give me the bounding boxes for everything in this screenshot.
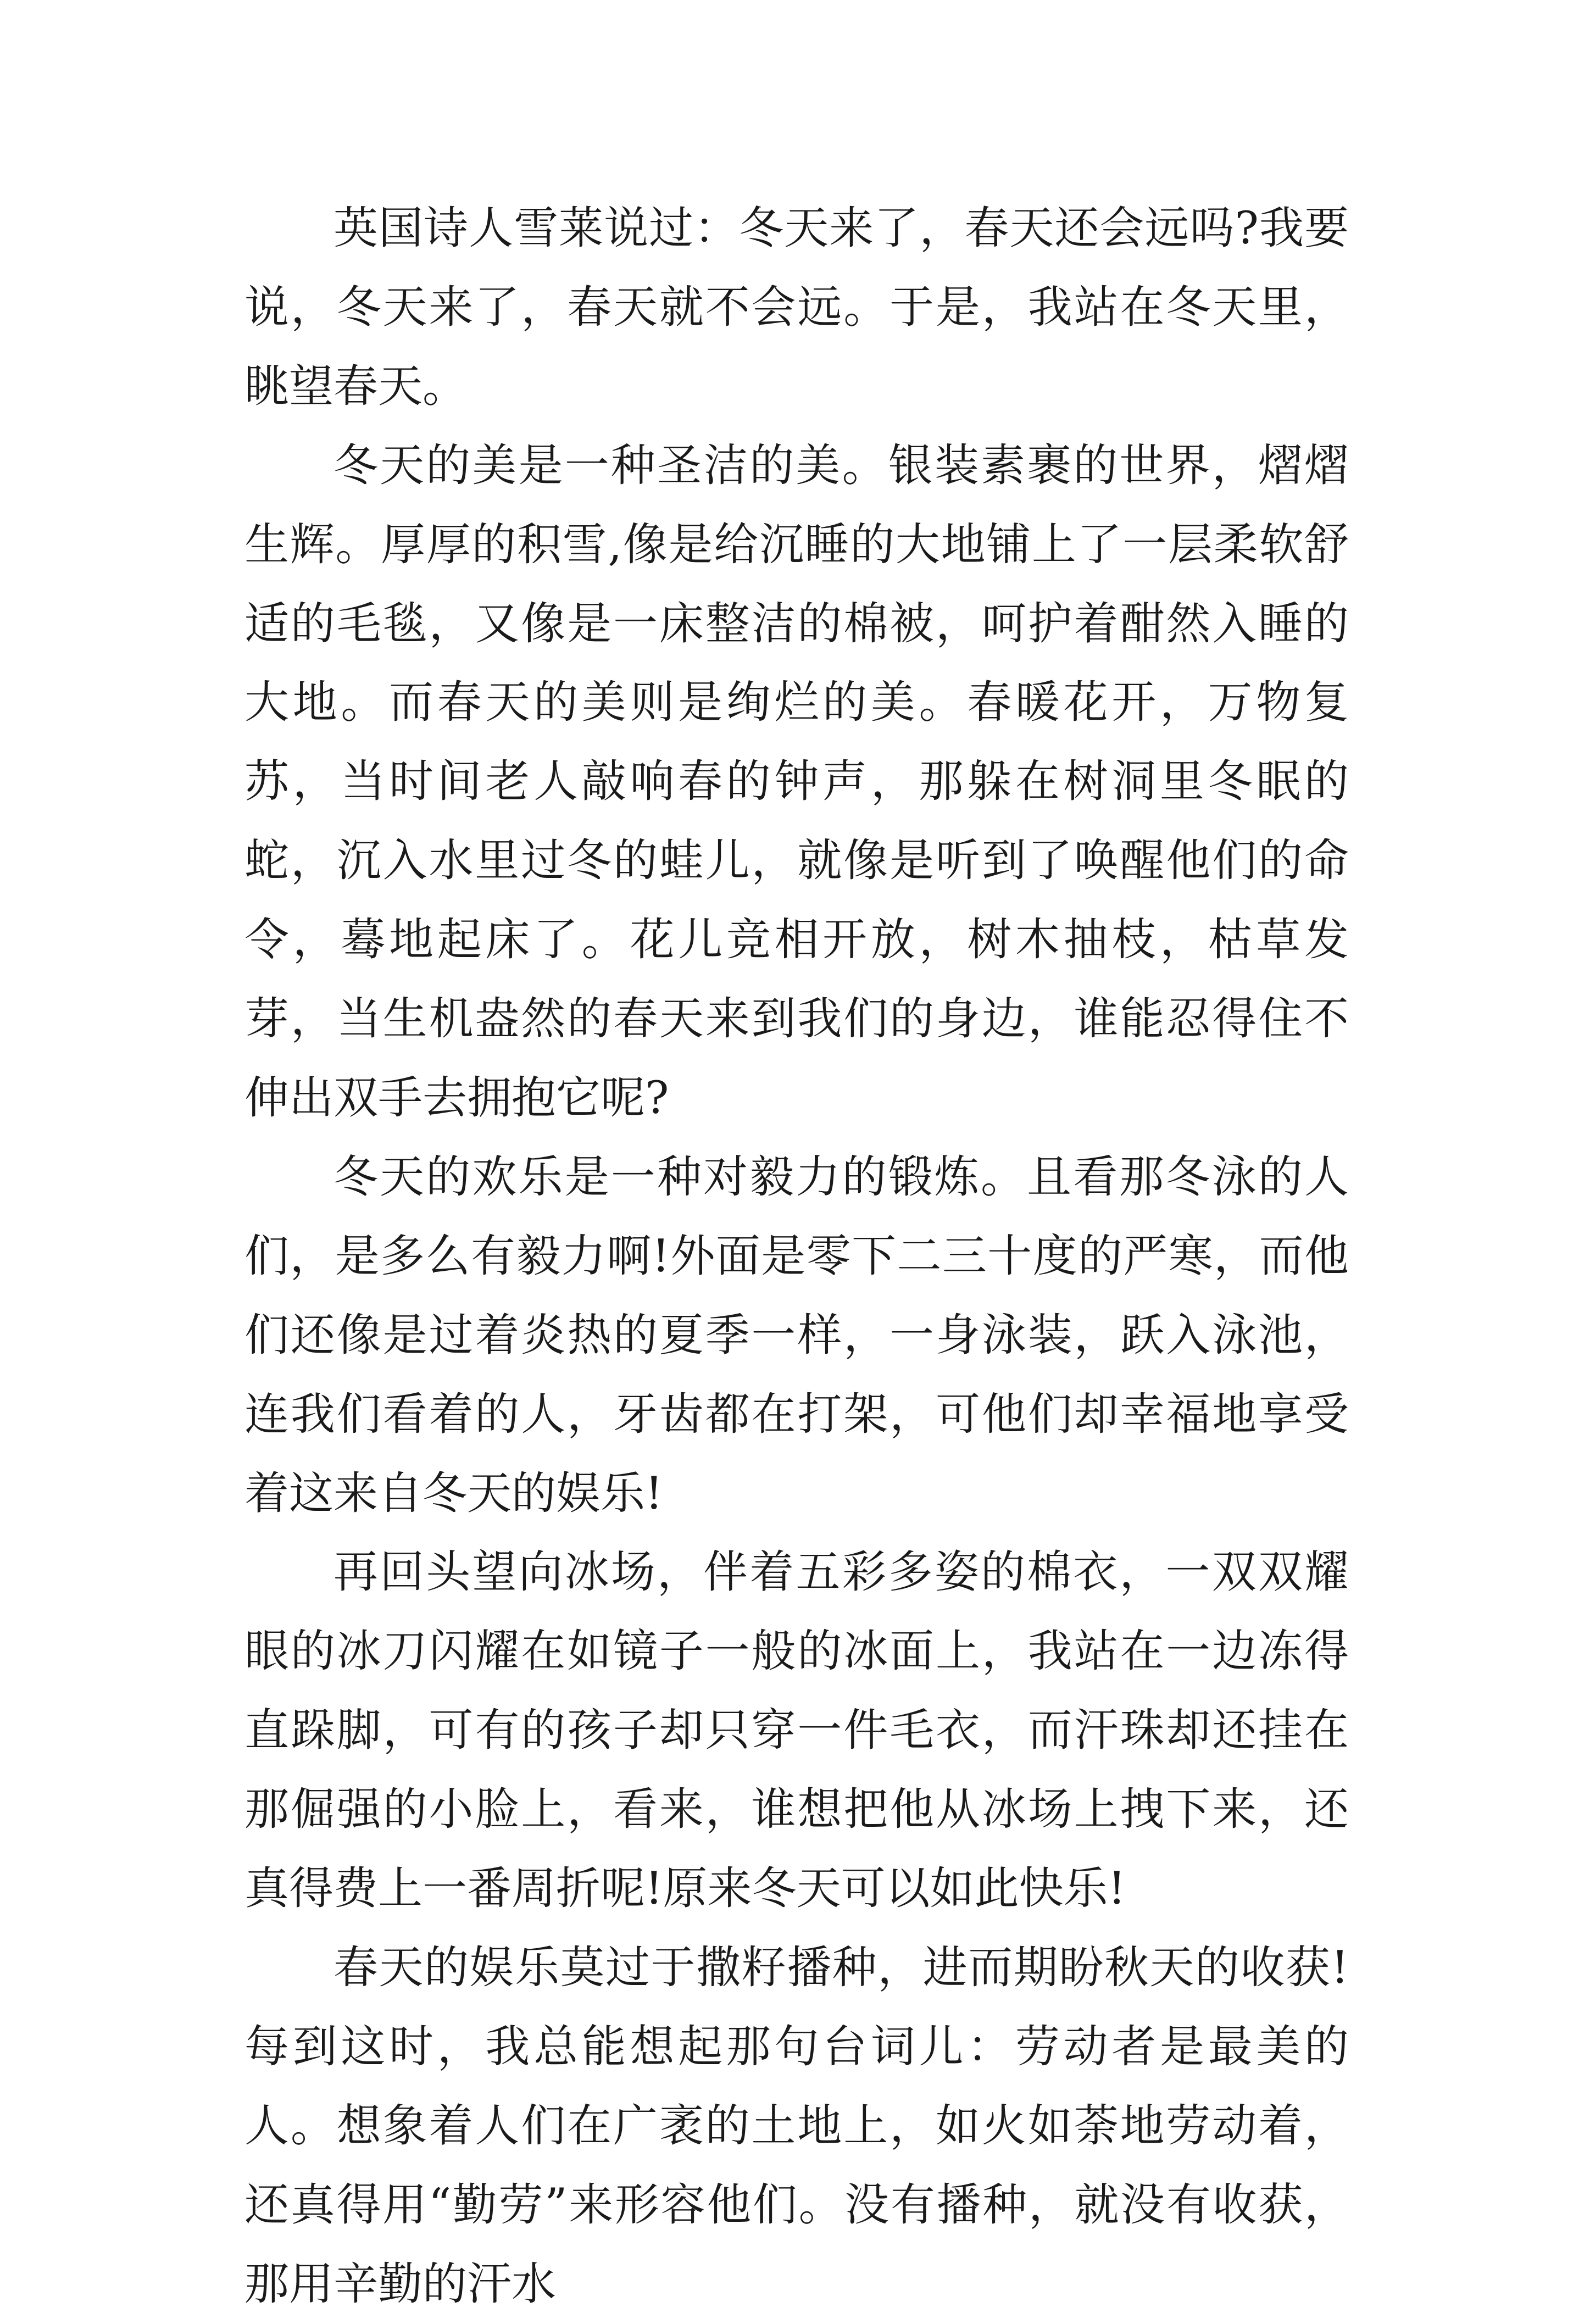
paragraph-2: 冬天的美是一种圣洁的美。银装素裹的世界，熠熠生辉。厚厚的积雪,像是给沉睡的大地铺上了一层柔软舒适的毛毯，又像是一床整洁的棉被，呵护着酣然入睡的大地。而春天的美则是绚烂的美。春暖花开，万物复苏，当时间老人敲响春的钟声，那躲在树洞里冬眠的蛇，沉入水里过冬的蛙儿，就像是听到了唤醒他们的命令，蓦地起床了。花儿竞相开放，树木抽枝，枯草发芽，当生机盎然的春天来到我们的身边，谁能忍得住不伸出双手去拥抱它呢? bbox=[244, 440, 1349, 1124]
paragraph-4: 再回头望向冰场，伴着五彩多姿的棉衣，一双双耀眼的冰刀闪耀在如镜子一般的冰面上，我站在一边冻得直跺脚，可有的孩子却只穿一件毛衣，而汗珠却还挂在那倔强的小脸上，看来，谁想把他从冰场上拽下来，还真得费上一番周折呢!原来冬天可以如此快乐! bbox=[244, 1547, 1349, 1915]
paragraph-1: 英国诗人雪莱说过：冬天来了，春天还会远吗?我要说，冬天来了，春天就不会远。于是，我站在冬天里，眺望春天。 bbox=[244, 203, 1349, 413]
document-body bbox=[244, 190, 1349, 2324]
paragraph-5: 春天的娱乐莫过于撒籽播种，进而期盼秋天的收获!每到这时，我总能想起那句台词儿：劳动者是最美的人。想象着人们在广袤的土地上，如火如荼地劳动着，还真得用“勤劳”来形容他们。没有播种，就没有收获，那用辛勤的汗水 bbox=[244, 1942, 1349, 2310]
paragraph-3: 冬天的欢乐是一种对毅力的锻炼。且看那冬泳的人们，是多么有毅力啊!外面是零下二三十度的严寒，而他们还像是过着炎热的夏季一样，一身泳装，跃入泳池，连我们看着的人，牙齿都在打架，可他们却幸福地享受着这来自冬天的娱乐! bbox=[244, 1151, 1349, 1520]
